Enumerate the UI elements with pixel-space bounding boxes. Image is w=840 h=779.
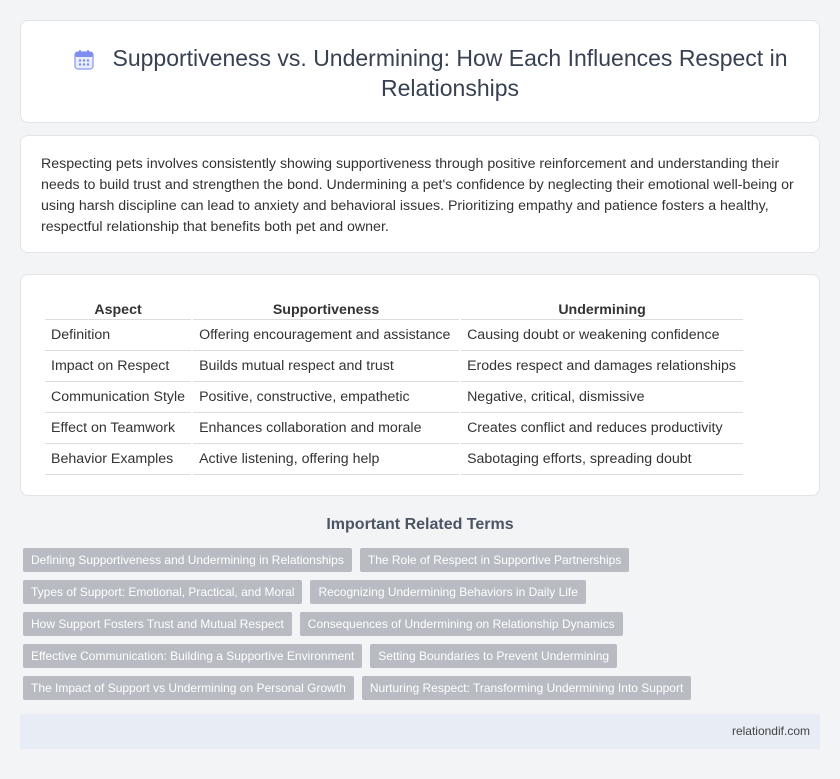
table-cell: Causing doubt or weakening confidence [461, 320, 743, 351]
table-cell: Definition [45, 320, 191, 351]
intro-card [20, 135, 820, 253]
table-cell: Impact on Respect [45, 351, 191, 382]
table-cell: Negative, critical, dismissive [461, 382, 743, 413]
header-card [20, 20, 820, 123]
comparison-table [43, 296, 745, 475]
related-term-tag[interactable]: How Support Fosters Trust and Mutual Respect [23, 612, 292, 636]
table-cell: Builds mutual respect and trust [193, 351, 459, 382]
site-name[interactable]: relationdif.com [731, 724, 810, 738]
table-cell: Active listening, offering help [193, 444, 459, 475]
table-cell: Sabotaging efforts, spreading doubt [461, 444, 743, 475]
page-title: Supportiveness vs. Undermining: How Each Influences Respect in Relationships [112, 45, 788, 101]
table-row [45, 413, 743, 444]
related-term-tag[interactable]: Setting Boundaries to Prevent Undermining [370, 644, 617, 668]
related-term-tag[interactable]: The Impact of Support vs Undermining on Personal Growth [23, 676, 354, 700]
table-cell: Erodes respect and damages relationships [461, 351, 743, 382]
related-terms-heading: Important Related Terms [326, 516, 514, 533]
table-header-row [45, 296, 743, 320]
column-header-supportiveness: Supportiveness [193, 296, 459, 320]
table-cell: Effect on Teamwork [45, 413, 191, 444]
table-cell: Communication Style [45, 382, 191, 413]
table-row [45, 320, 743, 351]
table-cell: Positive, constructive, empathetic [193, 382, 459, 413]
comparison-card [20, 274, 820, 496]
related-term-tag[interactable]: Types of Support: Emotional, Practical, and Moral [23, 580, 302, 604]
footer [20, 714, 820, 749]
table-cell: Creates conflict and reduces productivity [461, 413, 743, 444]
related-term-tag[interactable]: Nurturing Respect: Transforming Undermining Into Support [362, 676, 691, 700]
related-term-tag[interactable]: Consequences of Undermining on Relationship Dynamics [300, 612, 623, 636]
intro-paragraph: Respecting pets involves consistently showing supportiveness through positive reinforcement and understanding their needs to build trust and strengthen the bond. Undermining a pet's confidence by neglecting their emotional well-being or using harsh discipline can lead to anxiety and behavioral issues. Prioritizing empathy and patience fosters a healthy, respectful relationship that benefits both pet and owner. [41, 156, 794, 235]
table-row [45, 444, 743, 475]
related-term-tag[interactable]: Defining Supportiveness and Undermining in Relationships [23, 548, 352, 572]
table-row [45, 382, 743, 413]
related-terms-list [23, 548, 823, 708]
table-cell: Offering encouragement and assistance [193, 320, 459, 351]
table-row [45, 351, 743, 382]
table-cell: Enhances collaboration and morale [193, 413, 459, 444]
related-term-tag[interactable]: The Role of Respect in Supportive Partnerships [360, 548, 629, 572]
calendar-icon [73, 49, 95, 71]
related-term-tag[interactable]: Recognizing Undermining Behaviors in Daily Life [310, 580, 585, 604]
column-header-undermining: Undermining [461, 296, 743, 320]
table-cell: Behavior Examples [45, 444, 191, 475]
column-header-aspect: Aspect [45, 296, 191, 320]
related-term-tag[interactable]: Effective Communication: Building a Supportive Environment [23, 644, 362, 668]
